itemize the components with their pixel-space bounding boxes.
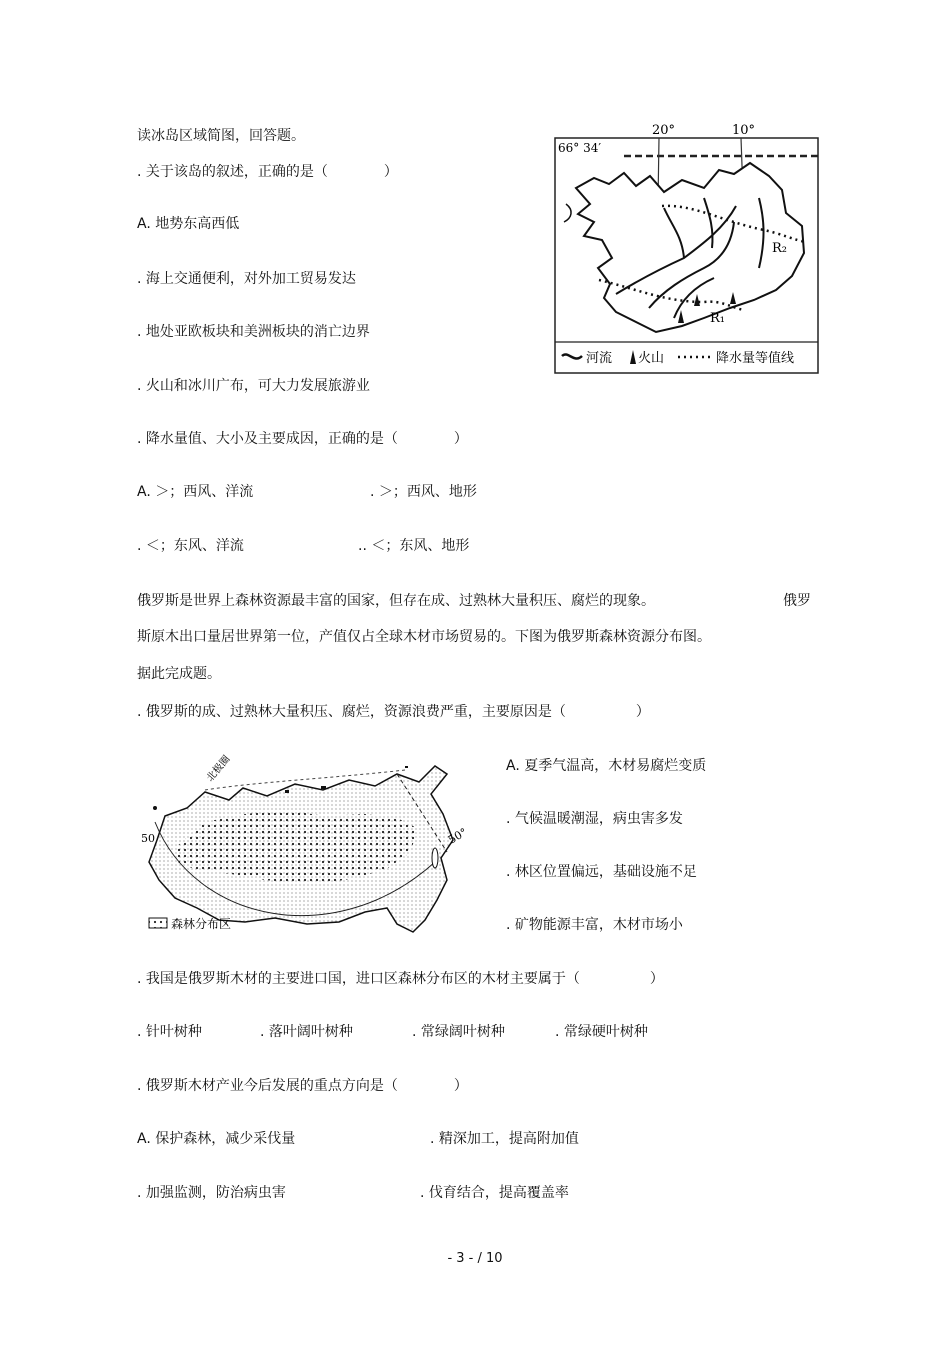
lat-50-left-label: 50 <box>141 832 155 845</box>
q2-option-b: . ＞；西风、地形 <box>370 484 477 500</box>
legend-forest-icon <box>149 918 167 928</box>
arctic-circle-label: 北极圈 <box>204 753 233 784</box>
q2-option-a: A. ＞；西风、洋流 <box>137 484 254 500</box>
q1-option-a: A. 地势东高西低 <box>137 216 240 232</box>
q5-option-c: . 加强监测，防治病虫害 <box>137 1185 286 1201</box>
russia-paragraph-line1-end: 俄罗 <box>783 593 811 609</box>
q5-option-a: A. 保护森林，减少采伐量 <box>137 1131 296 1147</box>
q3-option-b: . 气候温暖潮湿，病虫害多发 <box>506 811 683 827</box>
q4-option-a: . 针叶树种 <box>137 1024 202 1040</box>
iceland-map <box>554 118 820 376</box>
question-3: . 俄罗斯的成、过熟林大量积压、腐烂，资源浪费严重，主要原因是（ ） <box>137 704 650 720</box>
q4-option-b: . 落叶阔叶树种 <box>260 1024 353 1040</box>
q2-option-c: . ＜；东风、洋流 <box>137 538 244 554</box>
intro-text: 读冰岛区域简图，回答题。 <box>137 128 305 144</box>
russia-forest-map <box>135 752 495 944</box>
russia-paragraph-line3: 据此完成题。 <box>137 666 221 682</box>
legend-forest-label: 森林分布区 <box>171 917 232 931</box>
q5-option-d: . 伐育结合，提高覆盖率 <box>420 1185 569 1201</box>
q4-option-c: . 常绿阔叶树种 <box>412 1024 505 1040</box>
russia-paragraph-line1: 俄罗斯是世界上森林资源最丰富的国家，但存在成、过熟林大量积压、腐烂的现象。 <box>137 593 655 609</box>
question-5: . 俄罗斯木材产业今后发展的重点方向是（ ） <box>137 1078 468 1094</box>
legend-river: 河流 <box>586 351 613 366</box>
r2-label: R₂ <box>772 241 787 256</box>
lat-50-right-label: 50° <box>446 825 470 847</box>
longitude-20-label: 20° <box>652 123 676 138</box>
q3-option-c: . 林区位置偏远，基础设施不足 <box>506 864 697 880</box>
russia-paragraph-line2: 斯原木出口量居世界第一位，产值仅占全球木材市场贸易的。下图为俄罗斯森林资源分布图。 <box>137 629 711 645</box>
question-2: . 降水量值、大小及主要成因，正确的是（ ） <box>137 431 468 447</box>
q1-option-b: . 海上交通便利，对外加工贸易发达 <box>137 271 356 287</box>
q1-option-d: . 火山和冰川广布，可大力发展旅游业 <box>137 378 370 394</box>
q2-option-d: .. ＜；东风、地形 <box>358 538 470 554</box>
longitude-10-label: 10° <box>732 123 756 138</box>
legend-isoline: 降水量等值线 <box>716 351 795 366</box>
q1-option-c: . 地处亚欧板块和美洲板块的消亡边界 <box>137 324 370 340</box>
latitude-label: 66° 34′ <box>558 141 602 155</box>
question-1: . 关于该岛的叙述，正确的是（ ） <box>137 164 398 180</box>
legend-volcano: 火山 <box>638 351 665 366</box>
q5-option-b: . 精深加工，提高附加值 <box>430 1131 579 1147</box>
page-number: - 3 - / 10 <box>447 1251 503 1266</box>
r1-label: R₁ <box>710 311 725 326</box>
question-4: . 我国是俄罗斯木材的主要进口国，进口区森林分布区的木材主要属于（ ） <box>137 971 664 987</box>
q3-option-a: A. 夏季气温高，木材易腐烂变质 <box>506 758 707 774</box>
q4-option-d: . 常绿硬叶树种 <box>555 1024 648 1040</box>
q3-option-d: . 矿物能源丰富，木材市场小 <box>506 917 683 933</box>
